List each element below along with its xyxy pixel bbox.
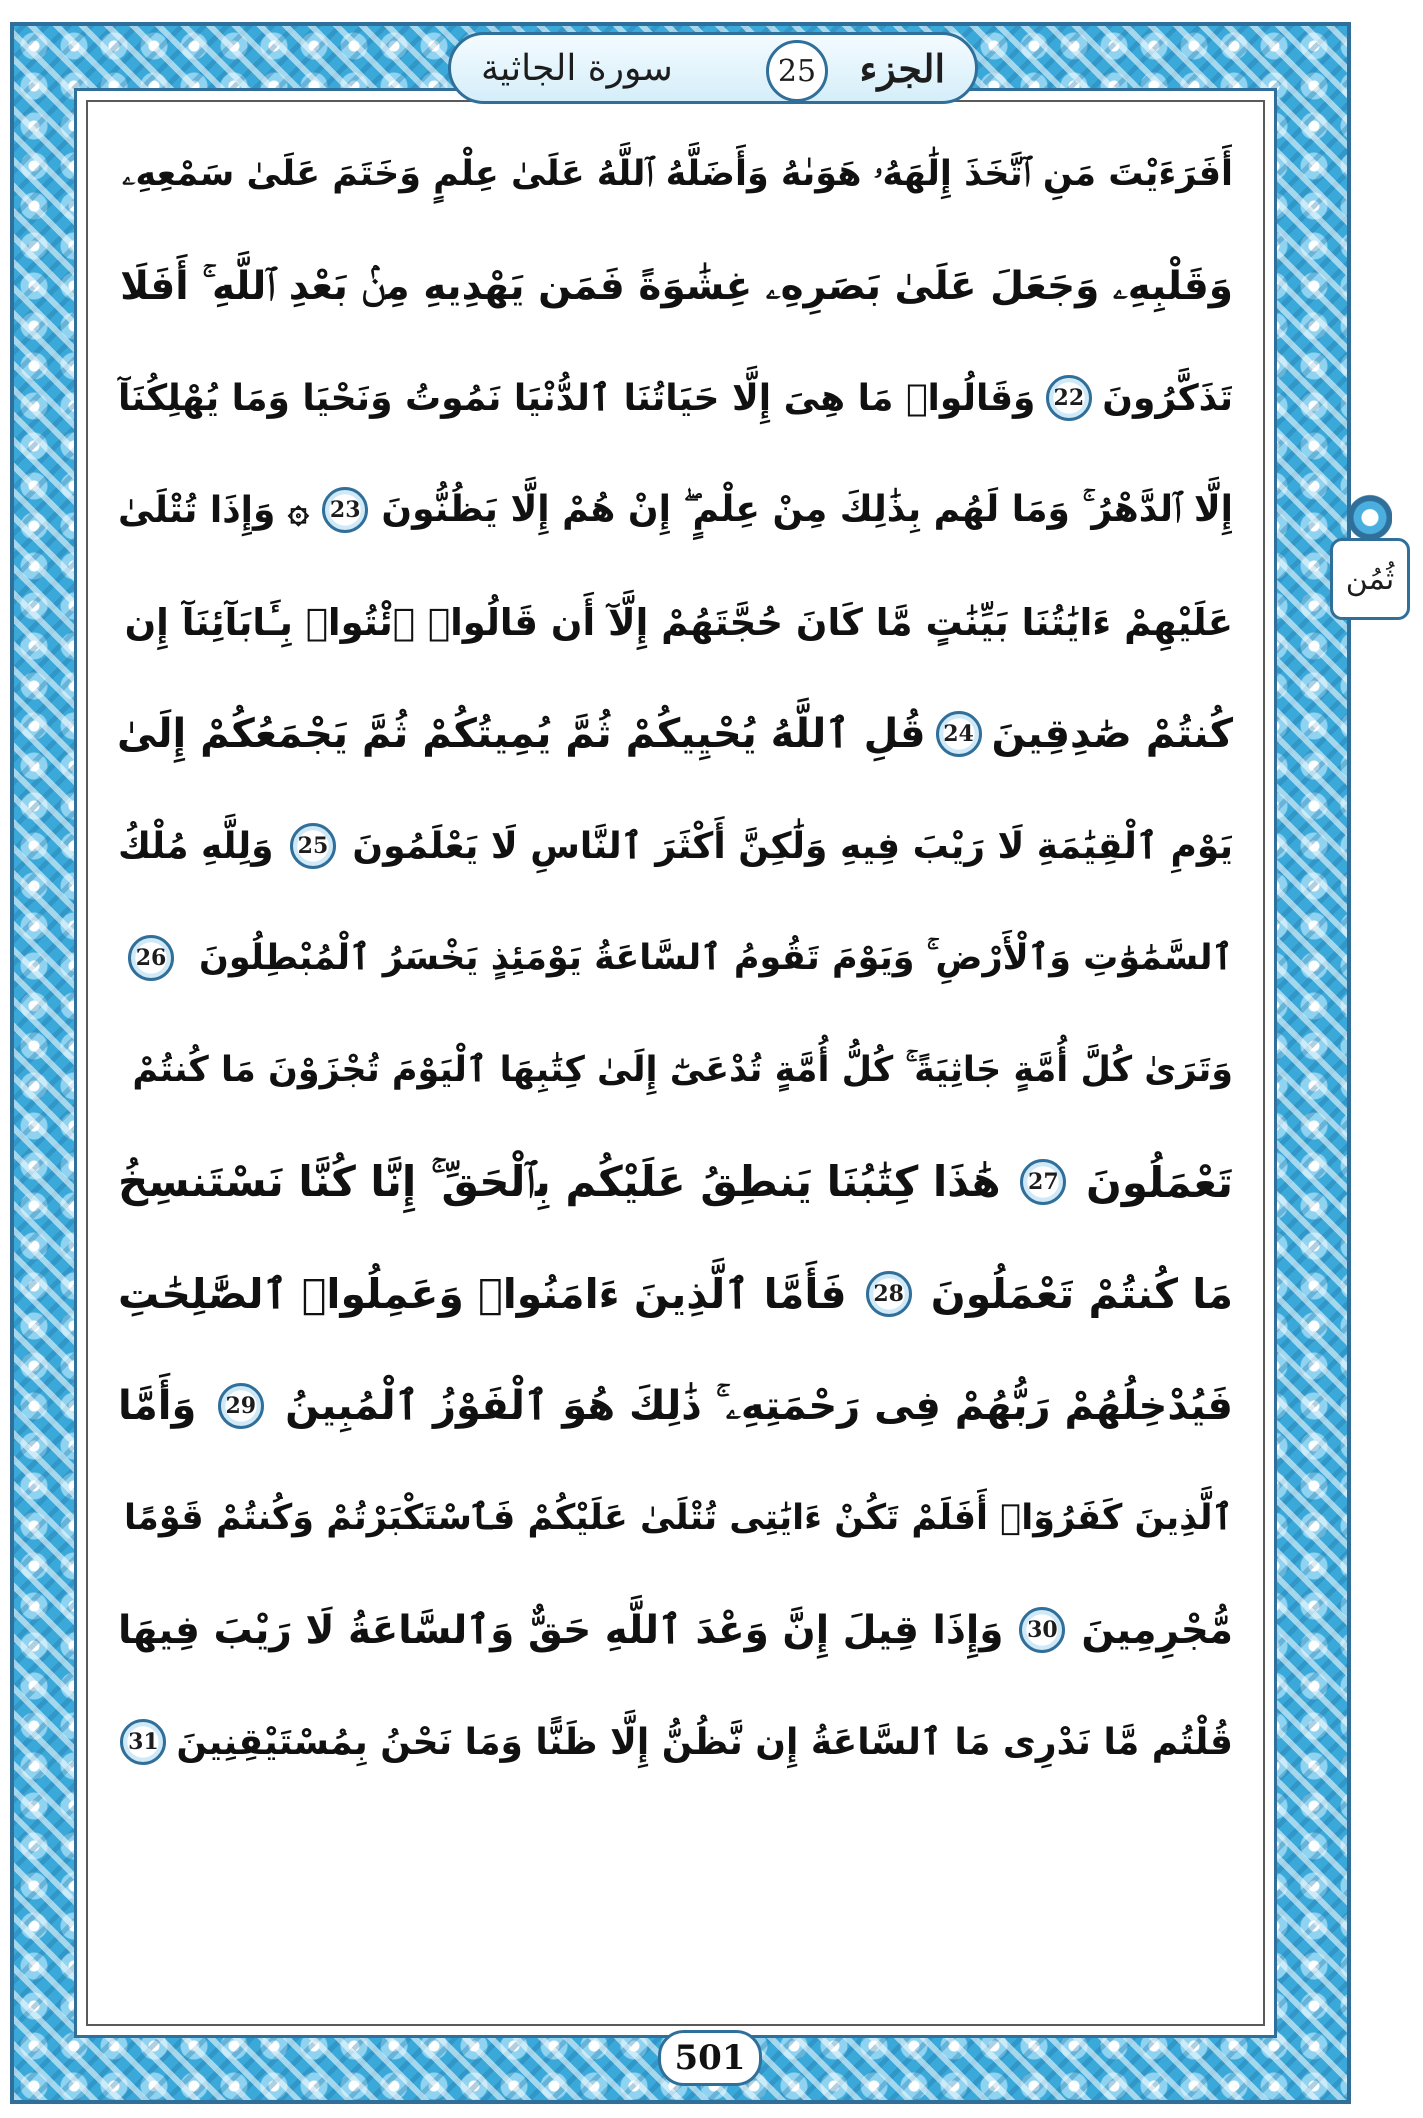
ayah-number-marker: 23 — [322, 487, 368, 533]
ayah-number-marker: 26 — [128, 935, 174, 981]
verse-text: وَقَالُوا۟ مَا هِىَ إِلَّا حَيَاتُنَا ٱلدُّنْيَا نَمُوتُ وَنَحْيَا وَمَا يُهْلِكُنَآ — [118, 377, 1036, 419]
juz-label: الجزء — [859, 45, 945, 91]
verse-text: قُلْتُم مَّا نَدْرِى مَا ٱلسَّاعَةُ إِن نَّظُنُّ إِلَّا ظَنًّا وَمَا نَحْنُ بِمُسْتَيْقِنِينَ — [176, 1721, 1233, 1763]
verse-lines — [118, 118, 1233, 1798]
verse-line — [118, 118, 1233, 230]
verse-line — [118, 454, 1233, 566]
verse-line — [118, 1350, 1233, 1462]
verse-text: قُلِ ٱللَّهُ يُحْيِيكُمْ ثُمَّ يُمِيتُكُمْ ثُمَّ يَجْمَعُكُمْ إِلَىٰ — [117, 711, 926, 757]
verse-text: وَتَرَىٰ كُلَّ أُمَّةٍ جَاثِيَةً ۚ كُلُّ أُمَّةٍ تُدْعَىٰٓ إِلَىٰ كِتَٰبِهَا ٱلْيَوْمَ تُجْزَوْنَ مَا كُنتُمْ — [132, 1050, 1233, 1090]
verse-text: ٱلسَّمَٰوَٰتِ وَٱلْأَرْضِ ۚ وَيَوْمَ تَقُومُ ٱلسَّاعَةُ يَوْمَئِذٍ يَخْسَرُ ٱلْمُبْطِلُونَ — [198, 938, 1233, 978]
verse-line — [118, 342, 1233, 454]
verse-text: أَفَرَءَيْتَ مَنِ ٱتَّخَذَ إِلَٰهَهُۥ هَوَىٰهُ وَأَضَلَّهُ ٱللَّهُ عَلَىٰ عِلْمٍ وَخَتَمَ عَلَىٰ سَمْعِهِۦ — [122, 154, 1233, 194]
ayah-number-marker: 24 — [936, 711, 982, 757]
ayah-number-marker: 27 — [1020, 1159, 1066, 1205]
ayah-number-marker: 30 — [1019, 1607, 1065, 1653]
verse-text: عَلَيْهِمْ ءَايَٰتُنَا بَيِّنَٰتٍ مَّا كَانَ حُجَّتَهُمْ إِلَّآ أَن قَالُوا۟ ٱئْتُوا۟ بِـَٔابَآئِنَآ إِن — [124, 600, 1233, 644]
verse-line — [118, 230, 1233, 342]
verse-text: فَأَمَّا ٱلَّذِينَ ءَامَنُوا۟ وَعَمِلُوا۟ ٱلصَّٰلِحَٰتِ — [118, 1270, 847, 1318]
verse-line — [118, 1014, 1233, 1126]
verse-text: إِلَّا ٱلدَّهْرُ ۚ وَمَا لَهُم بِذَٰلِكَ مِنْ عِلْمٍ ۖ إِنْ هُمْ إِلَّا يَظُنُّونَ — [381, 489, 1233, 530]
verse-text: وَقَلْبِهِۦ وَجَعَلَ عَلَىٰ بَصَرِهِۦ غِشَٰوَةً فَمَن يَهْدِيهِ مِنۢ بَعْدِ ٱللَّهِ ۚ أَفَلَا — [120, 263, 1233, 309]
ayah-number-marker: 31 — [120, 1719, 166, 1765]
verse-text: وَإِذَا قِيلَ إِنَّ وَعْدَ ٱللَّهِ حَقٌّ وَٱلسَّاعَةُ لَا رَيْبَ فِيهَا — [118, 1607, 1004, 1653]
ayah-number-marker: 29 — [218, 1383, 264, 1429]
verse-text: وَأَمَّا — [118, 1383, 197, 1429]
verse-line — [118, 790, 1233, 902]
verse-text: وَلِلَّهِ مُلْكُ — [118, 825, 274, 867]
verse-text: تَعْمَلُونَ — [1086, 1157, 1233, 1207]
verse-text: مُّجْرِمِينَ — [1081, 1607, 1233, 1653]
juz-number: 25 — [766, 40, 828, 102]
hizb-marker — [1328, 478, 1412, 626]
hizb-label: ثُمُن — [1330, 538, 1410, 620]
page-number: 501 — [658, 2030, 762, 2086]
verse-text: ٱلَّذِينَ كَفَرُوٓا۟ أَفَلَمْ تَكُنْ ءَايَٰتِى تُتْلَىٰ عَلَيْكُمْ فَٱسْتَكْبَرْتُمْ وَكُنتُمْ قَوْمًا — [124, 1498, 1233, 1538]
surah-label: سورة الجاثية — [481, 47, 673, 89]
verse-text: مَا كُنتُمْ تَعْمَلُونَ — [930, 1270, 1233, 1318]
verse-text: كُنتُمْ صَٰدِقِينَ — [991, 711, 1233, 757]
verse-line — [118, 1126, 1233, 1238]
verse-line — [118, 566, 1233, 678]
verse-text: فَيُدْخِلُهُمْ رَبُّهُمْ فِى رَحْمَتِهِۦ ۚ ذَٰلِكَ هُوَ ٱلْفَوْزُ ٱلْمُبِينُ — [285, 1383, 1233, 1429]
verse-text: هَٰذَا كِتَٰبُنَا يَنطِقُ عَلَيْكُم بِٱلْحَقِّ ۚ إِنَّا كُنَّا نَسْتَنسِخُ — [118, 1157, 1001, 1206]
ayah-number-marker: 22 — [1046, 375, 1092, 421]
verse-text: تَذَكَّرُونَ — [1102, 377, 1233, 419]
page-header — [448, 32, 978, 104]
verse-line — [118, 1574, 1233, 1686]
verse-text: ۞ وَإِذَا تُتْلَىٰ — [118, 489, 310, 531]
verse-line — [118, 1686, 1233, 1798]
ayah-number-marker: 28 — [866, 1271, 912, 1317]
verse-line — [118, 1462, 1233, 1574]
verse-line — [118, 1238, 1233, 1350]
verse-text: يَوْمِ ٱلْقِيَٰمَةِ لَا رَيْبَ فِيهِ وَلَٰكِنَّ أَكْثَرَ ٱلنَّاسِ لَا يَعْلَمُونَ — [352, 825, 1233, 867]
verse-line — [118, 902, 1233, 1014]
hizb-ornament-icon — [1348, 478, 1392, 544]
ayah-number-marker: 25 — [290, 823, 336, 869]
verse-line — [118, 678, 1233, 790]
